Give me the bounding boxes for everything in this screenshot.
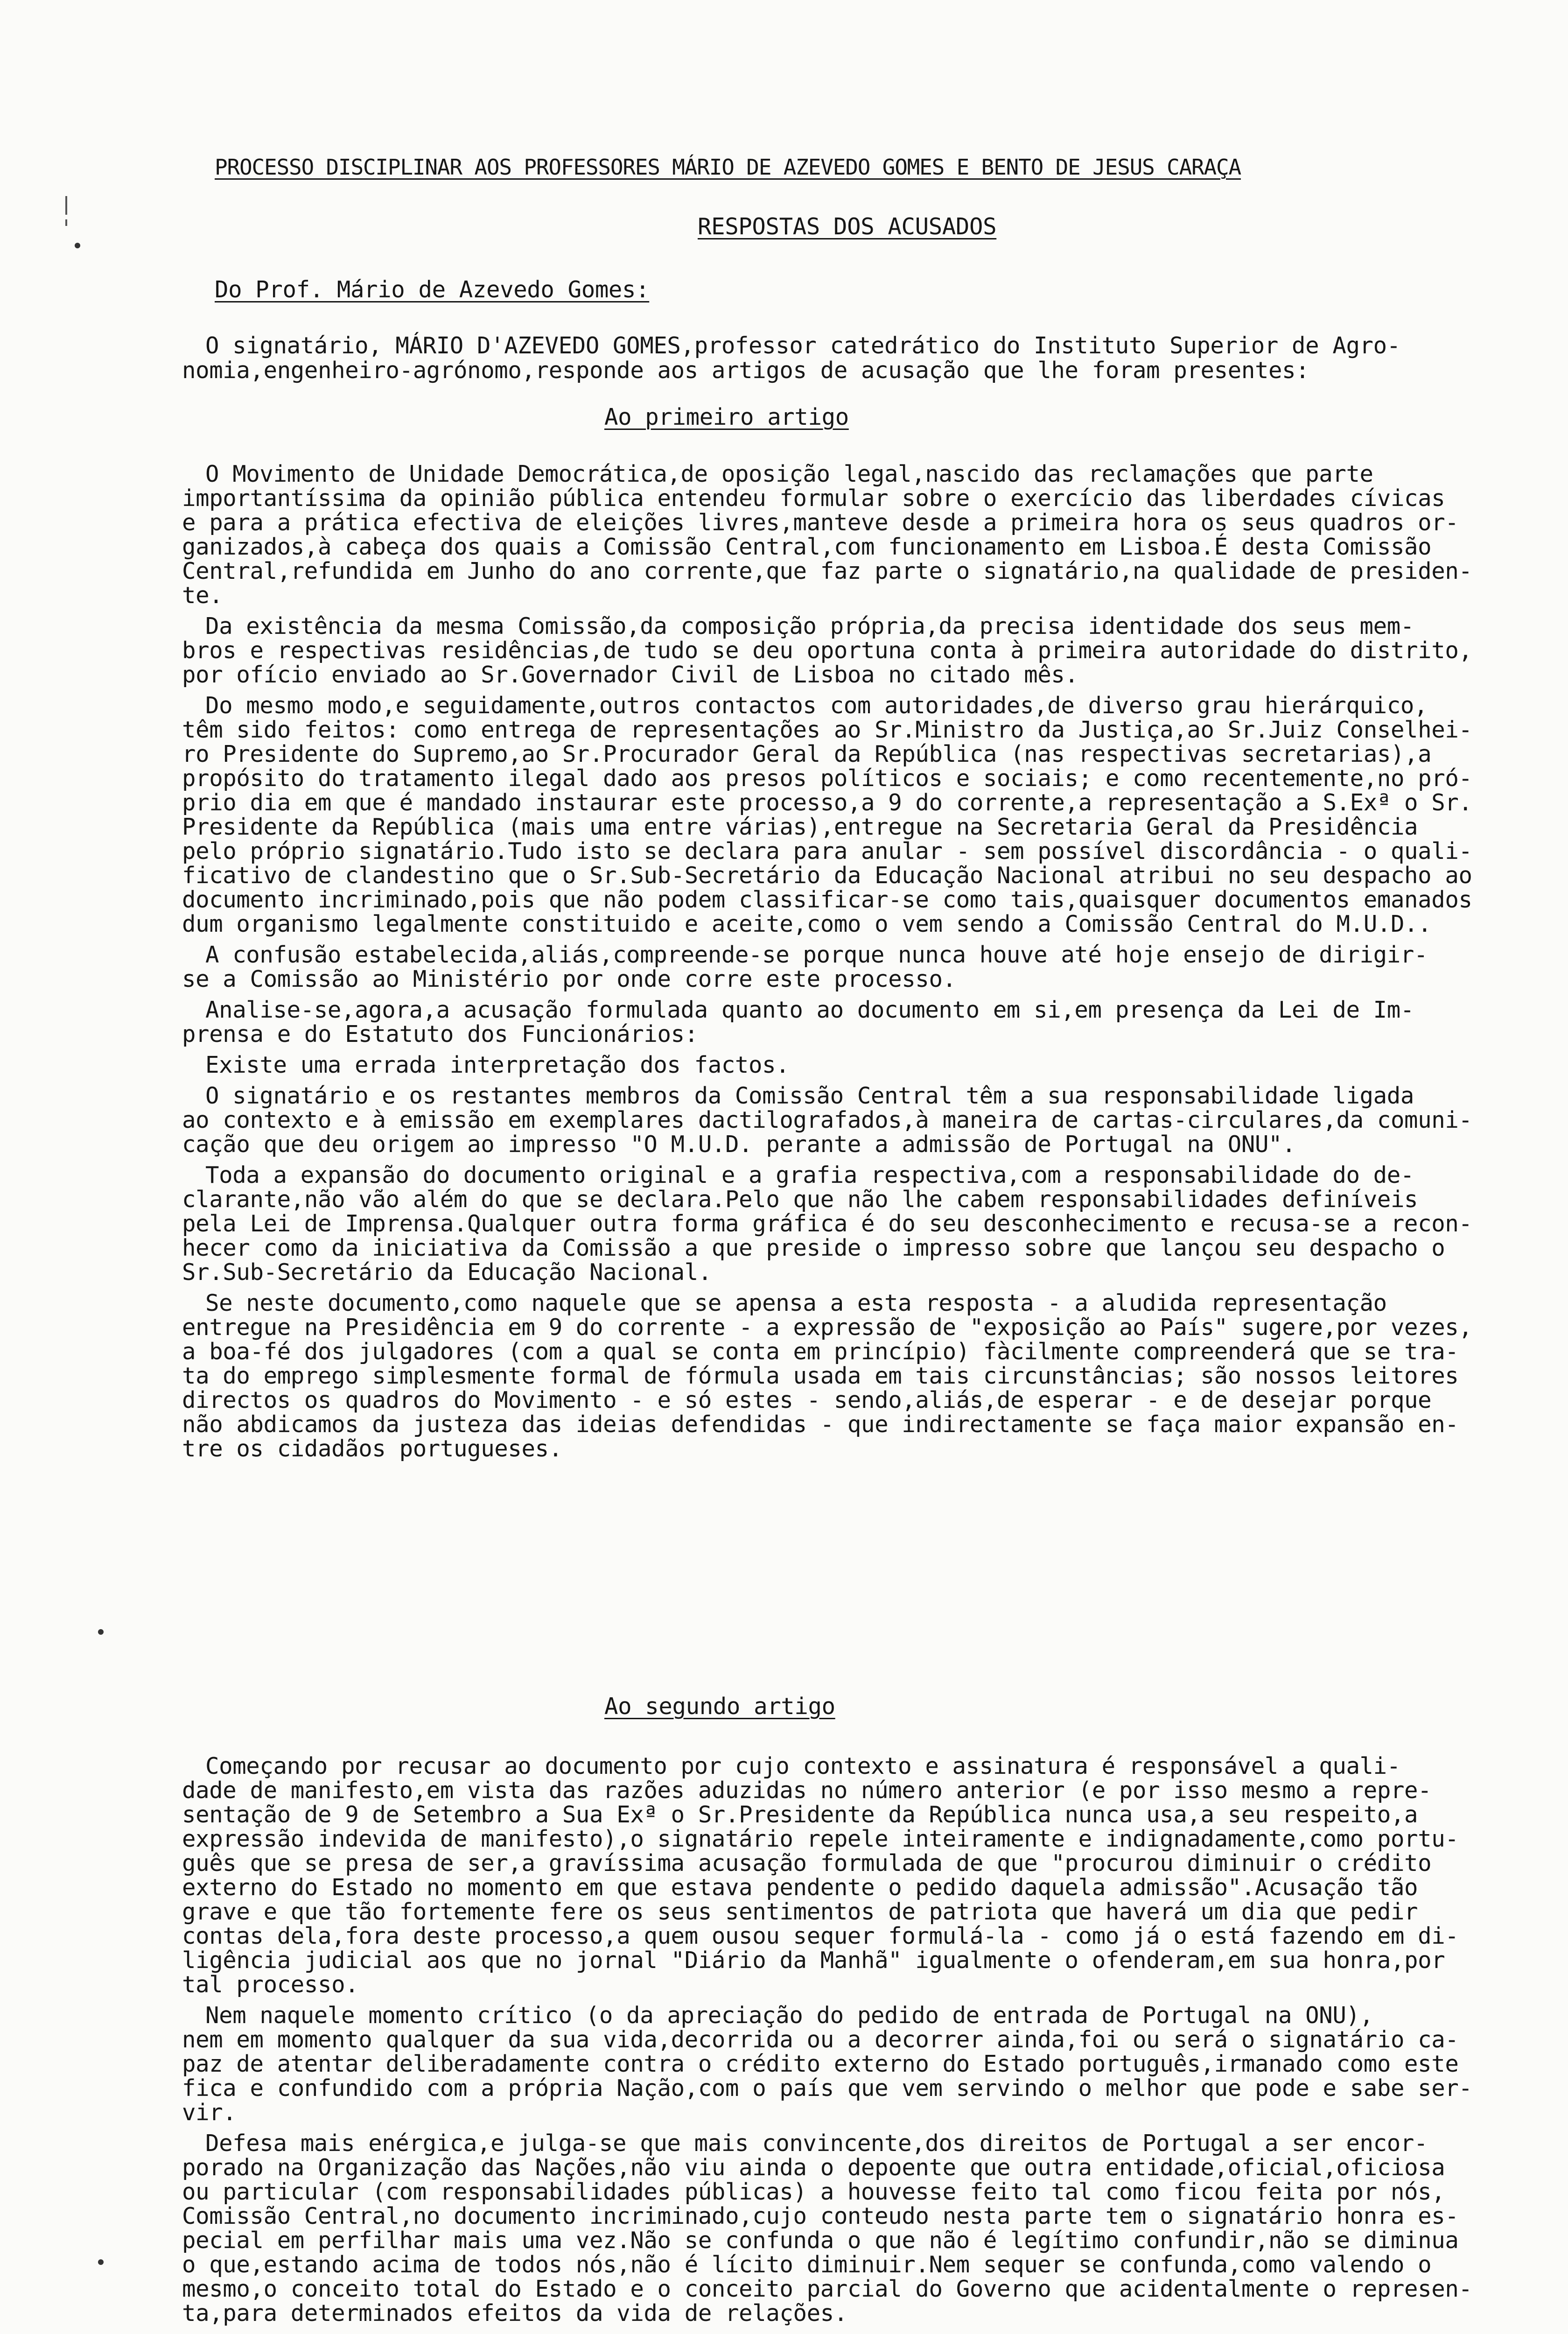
margin-mark <box>65 196 67 215</box>
body-line: grave e que tão fortemente fere os seus sentimentos de patriota que haverá um dia que pedir <box>182 1898 1418 1925</box>
body-line: pelo próprio signatário.Tudo isto se declara para anular - sem possível discordância - o quali- <box>182 838 1472 865</box>
body-line: Do mesmo modo,e seguidamente,outros contactos com autoridades,de diverso grau hierárquico, <box>205 692 1428 719</box>
document-title: PROCESSO DISCIPLINAR AOS PROFESSORES MÁRIO DE AZEVEDO GOMES E BENTO DE JESUS CARAÇA <box>215 155 1241 180</box>
body-line: ro Presidente do Supremo,ao Sr.Procurador Geral da República (nas respectivas secretarias),a <box>182 741 1432 767</box>
body-line: A confusão estabelecida,aliás,compreende-se porque nunca houve até hoje ensejo de dirigir- <box>205 942 1428 968</box>
body-line: ao contexto e à emissão em exemplares dactilografados,à maneira de cartas-circulares,da comuni- <box>182 1107 1472 1133</box>
body-line: Começando por recusar ao documento por cujo contexto e assinatura é responsável a quali- <box>205 1753 1400 1779</box>
body-line: Sr.Sub-Secretário da Educação Nacional. <box>182 1259 712 1286</box>
body-line: dum organismo legalmente constituido e aceite,como o vem sendo a Comissão Central do M.U.D.. <box>182 911 1432 937</box>
body-line: Existe uma errada interpretação dos factos. <box>205 1052 790 1078</box>
body-line: sentação de 9 de Setembro a Sua Exª o Sr.Presidente da República nunca usa,a seu respeito,a <box>182 1801 1418 1828</box>
body-line: tal processo. <box>182 1971 359 1998</box>
margin-dot <box>98 1629 104 1635</box>
margin-mark <box>65 219 67 226</box>
body-line: paz de atentar deliberadamente contra o crédito externo do Estado português,irmanado como este <box>182 2051 1459 2077</box>
body-line: vir. <box>182 2099 237 2126</box>
section-heading-second-article: Ao segundo artigo <box>604 1693 835 1720</box>
section-heading-first-article: Ao primeiro artigo <box>604 404 849 430</box>
body-line: entregue na Presidência em 9 do corrente - a expressão de "exposição ao País" sugere,por vezes, <box>182 1314 1472 1341</box>
body-line: Defesa mais enérgica,e julga-se que mais convincente,dos direitos de Portugal a ser encor- <box>205 2130 1428 2157</box>
intro-line: nomia,engenheiro-agrónomo,responde aos artigos de acusação que lhe foram presentes: <box>182 357 1309 384</box>
body-line: pela Lei de Imprensa.Qualquer outra forma gráfica é do seu desconhecimento e recusa-se a recon- <box>182 1210 1472 1237</box>
body-line: clarante,não vão além do que se declara.Pelo que não lhe cabem responsabilidades definíveis <box>182 1186 1418 1213</box>
margin-dot <box>75 243 80 248</box>
body-line: propósito do tratamento ilegal dado aos presos políticos e sociais; e como recentemente,no pró- <box>182 765 1472 792</box>
author-heading: Do Prof. Mário de Azevedo Gomes: <box>215 276 650 303</box>
body-line: te. <box>182 582 223 609</box>
body-line: Da existência da mesma Comissão,da composição própria,da precisa identidade dos seus mem- <box>205 613 1414 640</box>
body-line: não abdicamos da justeza das ideias defendidas - que indirectamente se faça maior expansão en- <box>182 1411 1459 1438</box>
margin-dot <box>98 2259 104 2265</box>
body-line: Presidente da República (mais uma entre várias),entregue na Secretaria Geral da Presidência <box>182 814 1418 840</box>
body-line: prensa e do Estatuto dos Funcionários: <box>182 1021 698 1047</box>
body-line: guês que se presa de ser,a gravíssima acusação formulada de que "procurou diminuir o crédito <box>182 1850 1432 1877</box>
body-line: por ofício enviado ao Sr.Governador Civil de Lisboa no citado mês. <box>182 661 1078 688</box>
body-line: importantíssima da opinião pública entendeu formular sobre o exercício das liberdades cívicas <box>182 485 1445 512</box>
body-line: têm sido feitos: como entrega de representações ao Sr.Ministro da Justiça,ao Sr.Juiz Conselhei- <box>182 717 1472 743</box>
body-line: O Movimento de Unidade Democrática,de oposição legal,nascido das reclamações que parte <box>205 461 1373 487</box>
body-line: o que,estando acima de todos nós,não é lícito diminuir.Nem sequer se confunda,como valendo o <box>182 2251 1432 2278</box>
body-line: Analise-se,agora,a acusação formulada quanto ao documento em si,em presença da Lei de Im- <box>205 997 1414 1023</box>
body-line: se a Comissão ao Ministério por onde corre este processo. <box>182 966 956 992</box>
body-line: tre os cidadãos portugueses. <box>182 1435 562 1462</box>
body-line: fica e confundido com a própria Nação,com o país que vem servindo o melhor que pode e sabe ser- <box>182 2075 1472 2102</box>
body-line: Central,refundida em Junho do ano corrente,que faz parte o signatário,na qualidade de presiden- <box>182 558 1472 584</box>
intro-line: O signatário, MÁRIO D'AZEVEDO GOMES,professor catedrático do Instituto Superior de Agro- <box>205 332 1400 359</box>
body-line: contas dela,fora deste processo,a quem ousou sequer formulá-la - como já o está fazendo em di- <box>182 1923 1459 1949</box>
body-line: ligência judicial aos que no jornal "Diário da Manhã" igualmente o ofenderam,em sua honra,por <box>182 1947 1445 1974</box>
body-line: expressão indevida de manifesto),o signatário repele inteiramente e indignadamente,como portu- <box>182 1826 1459 1852</box>
body-line: nem em momento qualquer da sua vida,decorrida ou a decorrer ainda,foi ou será o signatário ca- <box>182 2026 1459 2053</box>
body-line: pecial em perfilhar mais uma vez.Não se confunda o que não é legítimo confundir,não se diminua <box>182 2227 1459 2254</box>
body-line: ganizados,à cabeça dos quais a Comissão Central,com funcionamento em Lisboa.É desta Comissão <box>182 534 1432 560</box>
body-line: directos os quadros do Movimento - e só estes - sendo,aliás,de esperar - e de desejar porque <box>182 1387 1432 1413</box>
body-line: mesmo,o conceito total do Estado e o conceito parcial do Governo que acidentalmente o represen- <box>182 2276 1472 2302</box>
body-line: O signatário e os restantes membros da Comissão Central têm a sua responsabilidade ligada <box>205 1083 1414 1109</box>
body-line: bros e respectivas residências,de tudo se deu oportuna conta à primeira autoridade do distrito, <box>182 637 1472 664</box>
body-line: documento incriminado,pois que não podem classificar-se como tais,quaisquer documentos emanados <box>182 886 1472 913</box>
body-line: Comissão Central,no documento incriminado,cujo conteudo nesta parte tem o signatário honra es- <box>182 2203 1459 2229</box>
body-line: a boa-fé dos julgadores (com a qual se conta em princípio) fàcilmente compreenderá que se tra- <box>182 1338 1459 1365</box>
body-line: Se neste documento,como naquele que se apensa a esta resposta - a aludida representação <box>205 1290 1387 1316</box>
body-line: prio dia em que é mandado instaurar este processo,a 9 do corrente,a representação a S.Exª o Sr. <box>182 789 1472 816</box>
body-line: ta do emprego simplesmente formal de fórmula usada em tais circunstâncias; são nossos leitores <box>182 1363 1459 1389</box>
document-subtitle: RESPOSTAS DOS ACUSADOS <box>698 213 997 240</box>
body-line: ta,para determinados efeitos da vida de relações. <box>182 2300 847 2327</box>
body-line: Nem naquele momento crítico (o da apreciação do pedido de entrada de Portugal na ONU), <box>205 2002 1373 2029</box>
body-line: porado na Organização das Nações,não viu ainda o depoente que outra entidade,oficial,oficiosa <box>182 2154 1445 2181</box>
body-line: externo do Estado no momento em que estava pendente o pedido daquela admissão".Acusação tão <box>182 1874 1418 1901</box>
body-line: ficativo de clandestino que o Sr.Sub-Secretário da Educação Nacional atribui no seu despacho ao <box>182 862 1472 889</box>
body-line: e para a prática efectiva de eleições livres,manteve desde a primeira hora os seus quadros or- <box>182 509 1459 536</box>
body-line: hecer como da iniciativa da Comissão a que preside o impresso sobre que lançou seu despacho o <box>182 1235 1445 1261</box>
body-line: dade de manifesto,em vista das razões aduzidas no número anterior (e por isso mesmo a repre- <box>182 1777 1432 1804</box>
body-line: ou particular (com responsabilidades públicas) a houvesse feito tal como ficou feita por nós, <box>182 2179 1445 2205</box>
body-line: cação que deu origem ao impresso "O M.U.D. perante a admissão de Portugal na ONU". <box>182 1131 1296 1158</box>
body-line: Toda a expansão do documento original e a grafia respectiva,com a responsabilidade do de- <box>205 1162 1414 1188</box>
